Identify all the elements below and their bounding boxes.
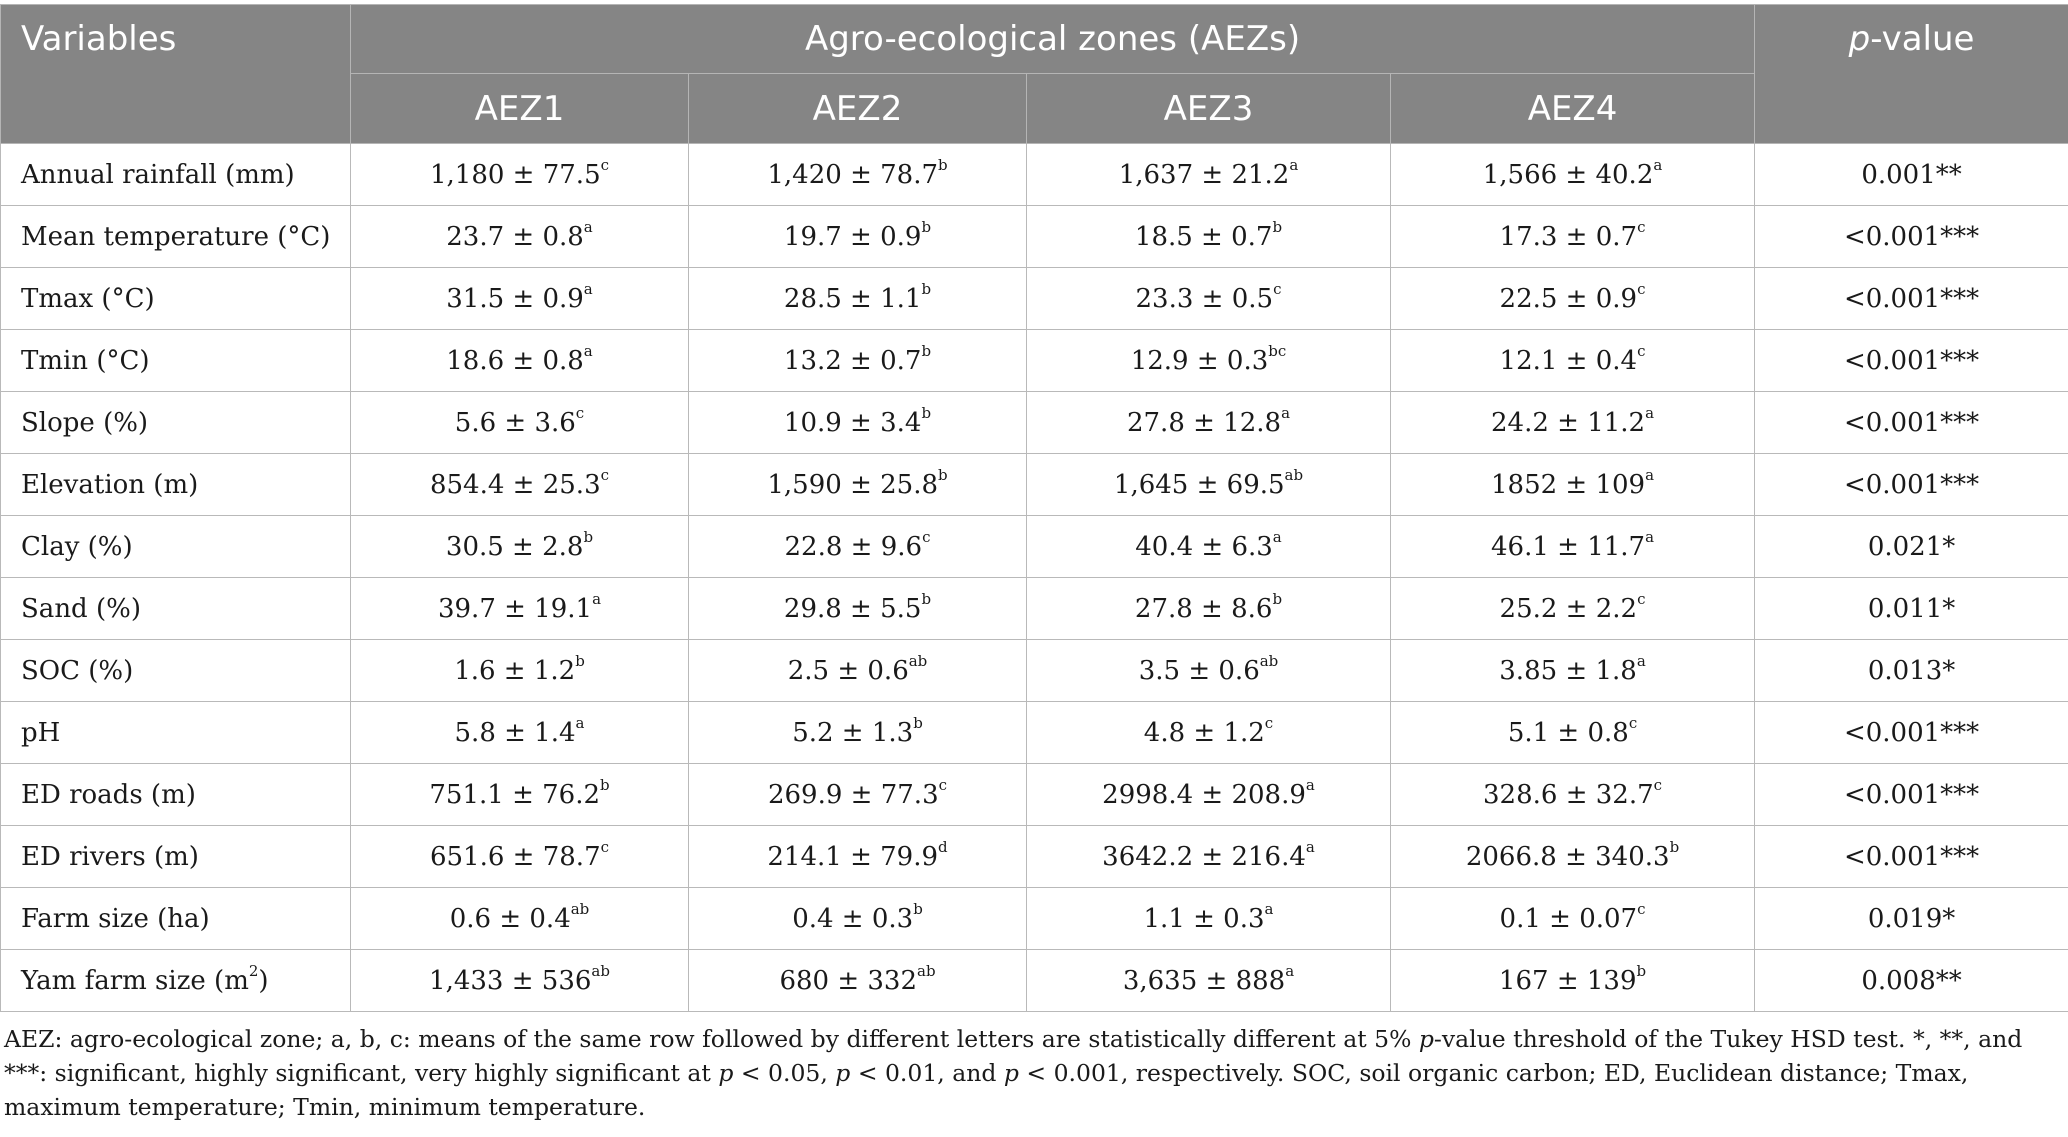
cell-letter-superscript: b bbox=[1272, 589, 1283, 608]
cell-letter-superscript: c bbox=[1637, 217, 1646, 236]
cell-aez1 bbox=[351, 454, 689, 516]
footnote-p-4: p bbox=[1003, 1059, 1019, 1087]
cell-aez3 bbox=[1027, 144, 1391, 206]
cell-variable bbox=[1, 516, 351, 578]
cell-letter-superscript: c bbox=[922, 527, 931, 546]
cell-letter-superscript: b bbox=[913, 899, 923, 918]
cell-aez3 bbox=[1027, 578, 1391, 640]
header-variables: Variables bbox=[1, 5, 351, 144]
cell-value: 17.3 ± 0.7 bbox=[1499, 221, 1638, 252]
table-container bbox=[0, 4, 2068, 1124]
table-row bbox=[1, 826, 2068, 888]
table-row bbox=[1, 764, 2068, 826]
cell-aez1 bbox=[351, 330, 689, 392]
cell-p-value: <0.001*** bbox=[1755, 268, 2068, 330]
cell-value: 2998.4 ± 208.9 bbox=[1102, 779, 1306, 810]
header-aez1: AEZ1 bbox=[351, 74, 689, 144]
cell-letter-superscript: b bbox=[921, 341, 932, 360]
cell-letter-superscript: c bbox=[600, 155, 610, 174]
cell-letter-superscript: ab bbox=[917, 961, 936, 980]
footnote-text-4: < 0.01, and bbox=[850, 1059, 1004, 1087]
cell-value: 854.4 ± 25.3 bbox=[429, 469, 601, 500]
cell-value: 13.2 ± 0.7 bbox=[783, 345, 922, 376]
cell-aez2 bbox=[689, 330, 1027, 392]
cell-aez1 bbox=[351, 888, 689, 950]
cell-value: 23.7 ± 0.8 bbox=[446, 221, 584, 252]
cell-value: 40.4 ± 6.3 bbox=[1135, 531, 1273, 562]
table-header bbox=[1, 5, 2068, 144]
cell-letter-superscript: b bbox=[1272, 217, 1283, 236]
cell-aez3 bbox=[1027, 268, 1391, 330]
cell-value: 0.4 ± 0.3 bbox=[792, 903, 914, 934]
cell-aez1 bbox=[351, 516, 689, 578]
table-row bbox=[1, 888, 2068, 950]
cell-value: 680 ± 332 bbox=[779, 965, 918, 996]
header-aez3: AEZ3 bbox=[1027, 74, 1391, 144]
variable-superscript: 2 bbox=[248, 961, 259, 980]
cell-value: 39.7 ± 19.1 bbox=[437, 593, 593, 624]
cell-value: 1.1 ± 0.3 bbox=[1143, 903, 1265, 934]
cell-value: 12.1 ± 0.4 bbox=[1499, 345, 1638, 376]
cell-letter-superscript: a bbox=[1636, 651, 1646, 670]
cell-aez4 bbox=[1391, 268, 1755, 330]
footnote-text-3: < 0.05, bbox=[733, 1059, 836, 1087]
cell-letter-superscript: a bbox=[1285, 961, 1295, 980]
cell-letter-superscript: c bbox=[1637, 589, 1646, 608]
cell-value: 2066.8 ± 340.3 bbox=[1465, 841, 1670, 872]
cell-letter-superscript: a bbox=[1645, 527, 1655, 546]
cell-p-value: <0.001*** bbox=[1755, 826, 2068, 888]
variable-label: Slope (%) bbox=[21, 407, 149, 438]
cell-aez3 bbox=[1027, 640, 1391, 702]
variable-label: Elevation (m) bbox=[21, 469, 199, 500]
cell-aez2 bbox=[689, 392, 1027, 454]
cell-value: 269.9 ± 77.3 bbox=[767, 779, 939, 810]
cell-value: 31.5 ± 0.9 bbox=[446, 283, 584, 314]
cell-aez1 bbox=[351, 764, 689, 826]
cell-aez3 bbox=[1027, 330, 1391, 392]
cell-p-value: <0.001*** bbox=[1755, 454, 2068, 516]
cell-aez4 bbox=[1391, 950, 1755, 1012]
cell-letter-superscript: a bbox=[1653, 155, 1663, 174]
variable-label: Farm size (ha) bbox=[21, 903, 210, 934]
footnote-text-2: -value threshold of the Tukey HSD test. *, **, and ***: significant, highly significant, very highly significant at bbox=[4, 1025, 2023, 1087]
cell-aez3 bbox=[1027, 516, 1391, 578]
cell-value: 751.1 ± 76.2 bbox=[429, 779, 601, 810]
cell-value: 2.5 ± 0.6 bbox=[787, 655, 909, 686]
cell-value: 1.6 ± 1.2 bbox=[454, 655, 576, 686]
cell-aez1 bbox=[351, 640, 689, 702]
cell-aez4 bbox=[1391, 640, 1755, 702]
cell-aez1 bbox=[351, 578, 689, 640]
cell-letter-superscript: b bbox=[575, 651, 585, 670]
cell-value: 1,420 ± 78.7 bbox=[767, 159, 939, 190]
cell-value: 23.3 ± 0.5 bbox=[1135, 283, 1274, 314]
footnote-p-3: p bbox=[835, 1059, 851, 1087]
variable-label: Clay (%) bbox=[21, 531, 133, 562]
cell-letter-superscript: ab bbox=[591, 961, 610, 980]
cell-variable bbox=[1, 888, 351, 950]
cell-p-value: <0.001*** bbox=[1755, 702, 2068, 764]
cell-letter-superscript: c bbox=[600, 465, 610, 484]
table-row bbox=[1, 578, 2068, 640]
header-p-rest: -value bbox=[1870, 19, 1975, 59]
cell-aez3 bbox=[1027, 702, 1391, 764]
cell-value: 3.5 ± 0.6 bbox=[1138, 655, 1260, 686]
cell-aez2 bbox=[689, 764, 1027, 826]
cell-variable bbox=[1, 330, 351, 392]
cell-value: 5.8 ± 1.4 bbox=[454, 717, 576, 748]
footnote-p-2: p bbox=[718, 1059, 734, 1087]
cell-value: 3642.2 ± 216.4 bbox=[1102, 841, 1306, 872]
footnote-text-1: AEZ: agro-ecological zone; a, b, c: means of the same row followed by different letters are statistically different at 5% bbox=[4, 1025, 1419, 1053]
cell-letter-superscript: a bbox=[1281, 403, 1291, 422]
cell-variable bbox=[1, 392, 351, 454]
cell-value: 214.1 ± 79.9 bbox=[767, 841, 939, 872]
cell-value: 5.6 ± 3.6 bbox=[454, 407, 576, 438]
cell-letter-superscript: a bbox=[1272, 527, 1282, 546]
cell-aez1 bbox=[351, 950, 689, 1012]
cell-value: 46.1 ± 11.7 bbox=[1490, 531, 1646, 562]
cell-letter-superscript: c bbox=[600, 837, 610, 856]
cell-p-value: <0.001*** bbox=[1755, 392, 2068, 454]
cell-value: 28.5 ± 1.1 bbox=[783, 283, 922, 314]
cell-p-value: <0.001*** bbox=[1755, 764, 2068, 826]
cell-aez2 bbox=[689, 144, 1027, 206]
cell-letter-superscript: b bbox=[921, 403, 932, 422]
cell-p-value: 0.008** bbox=[1755, 950, 2068, 1012]
cell-value: 0.1 ± 0.07 bbox=[1499, 903, 1638, 934]
cell-aez4 bbox=[1391, 392, 1755, 454]
variable-label: ED roads (m) bbox=[21, 779, 196, 810]
cell-letter-superscript: c bbox=[1637, 279, 1646, 298]
cell-letter-superscript: b bbox=[921, 279, 932, 298]
cell-letter-superscript: b bbox=[583, 527, 594, 546]
cell-value: 167 ± 139 bbox=[1498, 965, 1637, 996]
table-body bbox=[1, 144, 2068, 1012]
cell-variable bbox=[1, 144, 351, 206]
cell-aez4 bbox=[1391, 454, 1755, 516]
cell-value: 1,180 ± 77.5 bbox=[429, 159, 601, 190]
cell-aez2 bbox=[689, 206, 1027, 268]
cell-aez1 bbox=[351, 144, 689, 206]
cell-aez4 bbox=[1391, 330, 1755, 392]
cell-letter-superscript: a bbox=[1289, 155, 1299, 174]
cell-letter-superscript: a bbox=[1645, 403, 1655, 422]
cell-p-value: <0.001*** bbox=[1755, 206, 2068, 268]
cell-letter-superscript: a bbox=[1264, 899, 1274, 918]
cell-variable bbox=[1, 826, 351, 888]
cell-letter-superscript: b bbox=[600, 775, 610, 794]
variable-label: SOC (%) bbox=[21, 655, 134, 686]
table-row bbox=[1, 702, 2068, 764]
cell-letter-superscript: a bbox=[583, 341, 593, 360]
table-row bbox=[1, 950, 2068, 1012]
table-row bbox=[1, 330, 2068, 392]
cell-value: 12.9 ± 0.3 bbox=[1130, 345, 1269, 376]
cell-variable bbox=[1, 206, 351, 268]
cell-aez2 bbox=[689, 888, 1027, 950]
cell-aez4 bbox=[1391, 888, 1755, 950]
cell-aez1 bbox=[351, 702, 689, 764]
cell-letter-superscript: a bbox=[1645, 465, 1655, 484]
variable-label: Tmin (°C) bbox=[21, 345, 150, 376]
cell-value: 4.8 ± 1.2 bbox=[1143, 717, 1265, 748]
cell-value: 22.8 ± 9.6 bbox=[784, 531, 923, 562]
cell-value: 651.6 ± 78.7 bbox=[429, 841, 601, 872]
variable-label: Yam farm size (m bbox=[21, 965, 249, 996]
header-aez-group: Agro-ecological zones (AEZs) bbox=[351, 5, 1755, 74]
cell-aez2 bbox=[689, 578, 1027, 640]
cell-aez3 bbox=[1027, 206, 1391, 268]
cell-letter-superscript: b bbox=[913, 713, 923, 732]
cell-letter-superscript: c bbox=[1653, 775, 1663, 794]
cell-variable bbox=[1, 950, 351, 1012]
cell-variable bbox=[1, 268, 351, 330]
cell-letter-superscript: b bbox=[921, 217, 932, 236]
cell-variable bbox=[1, 702, 351, 764]
variable-label: Tmax (°C) bbox=[21, 283, 155, 314]
table-row bbox=[1, 454, 2068, 516]
header-p-value bbox=[1755, 5, 2068, 144]
table-row bbox=[1, 206, 2068, 268]
cell-value: 10.9 ± 3.4 bbox=[783, 407, 922, 438]
cell-aez3 bbox=[1027, 950, 1391, 1012]
cell-letter-superscript: c bbox=[1628, 713, 1638, 732]
cell-aez2 bbox=[689, 268, 1027, 330]
cell-letter-superscript: a bbox=[1305, 837, 1315, 856]
cell-letter-superscript: a bbox=[583, 279, 593, 298]
footnote-text-5: < 0.001, respectively. SOC, soil organic carbon; ED, Euclidean distance; Tmax, maximum temperature; Tmin, minimum temperature. bbox=[4, 1059, 1969, 1121]
cell-variable bbox=[1, 764, 351, 826]
table-row bbox=[1, 640, 2068, 702]
cell-aez4 bbox=[1391, 702, 1755, 764]
cell-value: 27.8 ± 12.8 bbox=[1126, 407, 1282, 438]
variable-label: Mean temperature (°C) bbox=[21, 221, 331, 252]
cell-aez1 bbox=[351, 206, 689, 268]
cell-value: 22.5 ± 0.9 bbox=[1499, 283, 1638, 314]
cell-letter-superscript: d bbox=[938, 837, 948, 856]
cell-value: 24.2 ± 11.2 bbox=[1490, 407, 1646, 438]
cell-letter-superscript: ab bbox=[908, 651, 928, 670]
cell-letter-superscript: a bbox=[592, 589, 602, 608]
cell-value: 18.6 ± 0.8 bbox=[446, 345, 584, 376]
cell-value: 1,645 ± 69.5 bbox=[1113, 469, 1285, 500]
cell-aez1 bbox=[351, 392, 689, 454]
cell-letter-superscript: b bbox=[921, 589, 932, 608]
cell-value: 18.5 ± 0.7 bbox=[1134, 221, 1273, 252]
cell-value: 5.1 ± 0.8 bbox=[1507, 717, 1629, 748]
variable-label: Annual rainfall (mm) bbox=[21, 159, 295, 190]
cell-aez3 bbox=[1027, 454, 1391, 516]
cell-value: 1,433 ± 536 bbox=[429, 965, 592, 996]
cell-p-value: 0.021* bbox=[1755, 516, 2068, 578]
cell-aez4 bbox=[1391, 764, 1755, 826]
cell-letter-superscript: b bbox=[938, 155, 948, 174]
table-row bbox=[1, 516, 2068, 578]
cell-letter-superscript: ab bbox=[570, 899, 590, 918]
cell-aez2 bbox=[689, 950, 1027, 1012]
cell-aez2 bbox=[689, 454, 1027, 516]
cell-aez1 bbox=[351, 826, 689, 888]
cell-aez2 bbox=[689, 826, 1027, 888]
cell-value: 30.5 ± 2.8 bbox=[445, 531, 584, 562]
variable-label-tail: ) bbox=[258, 965, 269, 996]
cell-value: 328.6 ± 32.7 bbox=[1483, 779, 1654, 810]
table-row bbox=[1, 392, 2068, 454]
cell-p-value: 0.001** bbox=[1755, 144, 2068, 206]
cell-letter-superscript: c bbox=[1637, 899, 1646, 918]
cell-aez3 bbox=[1027, 764, 1391, 826]
cell-value: 3,635 ± 888 bbox=[1122, 965, 1286, 996]
cell-p-value: <0.001*** bbox=[1755, 330, 2068, 392]
cell-letter-superscript: b bbox=[1636, 961, 1647, 980]
cell-aez2 bbox=[689, 516, 1027, 578]
cell-aez2 bbox=[689, 702, 1027, 764]
cell-aez3 bbox=[1027, 888, 1391, 950]
variable-label: Sand (%) bbox=[21, 593, 141, 624]
header-aez2: AEZ2 bbox=[689, 74, 1027, 144]
cell-letter-superscript: ab bbox=[1284, 465, 1304, 484]
cell-variable bbox=[1, 454, 351, 516]
variable-label: pH bbox=[21, 717, 61, 748]
cell-letter-superscript: c bbox=[938, 775, 948, 794]
cell-letter-superscript: bc bbox=[1268, 341, 1287, 360]
cell-value: 19.7 ± 0.9 bbox=[783, 221, 922, 252]
cell-p-value: 0.013* bbox=[1755, 640, 2068, 702]
cell-aez4 bbox=[1391, 144, 1755, 206]
cell-value: 1,637 ± 21.2 bbox=[1118, 159, 1290, 190]
cell-value: 0.6 ± 0.4 bbox=[449, 903, 571, 934]
cell-letter-superscript: c bbox=[1273, 279, 1282, 298]
cell-value: 3.85 ± 1.8 bbox=[1499, 655, 1637, 686]
cell-aez2 bbox=[689, 640, 1027, 702]
footnote-p-1: p bbox=[1418, 1025, 1434, 1053]
cell-value: 5.2 ± 1.3 bbox=[792, 717, 914, 748]
cell-letter-superscript: c bbox=[1264, 713, 1274, 732]
cell-letter-superscript: a bbox=[583, 217, 593, 236]
cell-variable bbox=[1, 640, 351, 702]
header-p-italic: p bbox=[1848, 19, 1871, 59]
cell-aez4 bbox=[1391, 206, 1755, 268]
aez-variables-table bbox=[0, 4, 2068, 1012]
cell-aez4 bbox=[1391, 578, 1755, 640]
cell-letter-superscript: c bbox=[575, 403, 585, 422]
cell-letter-superscript: b bbox=[938, 465, 948, 484]
cell-aez1 bbox=[351, 268, 689, 330]
cell-aez4 bbox=[1391, 516, 1755, 578]
cell-letter-superscript: a bbox=[575, 713, 585, 732]
cell-letter-superscript: a bbox=[1305, 775, 1315, 794]
cell-value: 25.2 ± 2.2 bbox=[1499, 593, 1638, 624]
cell-letter-superscript: ab bbox=[1259, 651, 1279, 670]
cell-aez3 bbox=[1027, 826, 1391, 888]
header-aez4: AEZ4 bbox=[1391, 74, 1755, 144]
table-footnote bbox=[0, 1012, 2068, 1124]
cell-value: 27.8 ± 8.6 bbox=[1134, 593, 1273, 624]
variable-label: ED rivers (m) bbox=[21, 841, 199, 872]
cell-p-value: 0.019* bbox=[1755, 888, 2068, 950]
cell-variable bbox=[1, 578, 351, 640]
cell-value: 29.8 ± 5.5 bbox=[783, 593, 922, 624]
table-row bbox=[1, 268, 2068, 330]
cell-aez4 bbox=[1391, 826, 1755, 888]
cell-value: 1,590 ± 25.8 bbox=[767, 469, 939, 500]
cell-value: 1852 ± 109 bbox=[1490, 469, 1646, 500]
cell-letter-superscript: c bbox=[1637, 341, 1646, 360]
table-row bbox=[1, 144, 2068, 206]
cell-value: 1,566 ± 40.2 bbox=[1482, 159, 1654, 190]
cell-p-value: 0.011* bbox=[1755, 578, 2068, 640]
cell-aez3 bbox=[1027, 392, 1391, 454]
cell-letter-superscript: b bbox=[1669, 837, 1680, 856]
